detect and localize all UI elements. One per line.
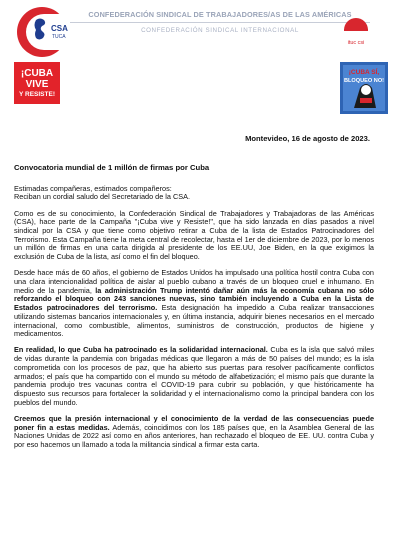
ituc-logo — [336, 4, 376, 54]
paragraph-2 — [14, 269, 374, 339]
paragraph-2-text-a: Desde hace más de 60 años, el gobierno de Estados Unidos ha impulsado una política hostil contra Cuba con una clara intencionalidad política de aislar al pueblo cubano a través de un bloqueo cruel e inhumano. En medio de la pandemia, — [14, 268, 374, 295]
paragraph-3-text: Cuba es la isla que salvó miles de vidas durante la pandemia con brigadas médicas que llegaron a más de 50 países del mundo; es la isla comprometida con los procesos de paz, que ha abierto sus puertas para resolver pacíficamente conflictos armados; el país que ha compartido con el mundo su método de alfabetización; el mismo país que durante la pandemia produjo tres vacunas contra el COVID-19 para cubrir su población, y que históricamente ha dispuesto sus recursos para fortalecer la solidaridad y el internacionalismo como la principal bandera con los pueblos del mundo. — [14, 345, 374, 407]
org-name: CONFEDERACIÓN SINDICAL DE TRABAJADORES/AS DE LAS AMÉRICAS — [88, 10, 352, 19]
greeting — [14, 185, 374, 202]
svg-text:¡CUBA SÍ,: ¡CUBA SÍ, — [348, 69, 380, 76]
cuba-vive-badge — [14, 62, 60, 104]
paragraph-2-text-c: Esta designación ha impedido a Cuba realizar transacciones utilizando sistemas bancarios internacionales y, en última instancia, adquirir bienes necesarios en el mercado internacional, como combustible, alimentos, suministros de construcción, productos de higiene y medicamentos. — [14, 303, 375, 339]
paragraph-4 — [14, 415, 374, 450]
paragraph-4-text: Además, coincidimos con los 185 países que, en la Asamblea General de las Naciones Unidas de 2022 así como en años anteriores, han rechazado el bloqueo de EE. UU. contra Cuba y por eso hacemos un llamado a toda la militancia sindical a firmar esta carta. — [14, 422, 374, 449]
paragraph-2-bold: la administración Trump intentó dañar aún más la economía cubana no sólo reforzando el bloqueo con 243 sanciones nuevas, sino también incluyendo a Cuba en la Lista de Estados patrocinadores del terrorismo. — [14, 285, 374, 313]
svg-text:BLOQUEO NO!: BLOQUEO NO! — [343, 78, 385, 84]
letter-body — [14, 164, 374, 457]
svg-text:TUCA: TUCA — [52, 34, 66, 40]
greeting-line-1: Estimadas compañeras, estimados compañeros: — [14, 183, 172, 193]
greeting-line-2: Reciban un cordial saludo del Secretariado de la CSA. — [14, 192, 191, 202]
paragraph-3 — [14, 346, 374, 407]
header-divider — [70, 22, 370, 23]
letter-date: Montevideo, 16 de agosto de 2023. — [245, 134, 370, 143]
letter-title: Convocatoria mundial de 1 millón de firmas por Cuba — [14, 163, 210, 172]
svg-text:CSA: CSA — [51, 24, 68, 33]
bloqueo-no-badge — [340, 62, 388, 114]
svg-text:¡CUBA: ¡CUBA — [20, 68, 54, 79]
paragraph-1: Como es de su conocimiento, la Confederación Sindical de Trabajadores y Trabajadoras de las Américas (CSA), hace parte de la Campaña "¡Cuba vive y Resiste!", que ha sido lanzada en días pasados a nivel sindical por la CSA y que tiene como objetivo retirar a Cuba de la lista de Estados Patrocinadores del Terrorismo. Esta Campaña tiene la meta central de recolectar, hasta el 1er de diciembre de 2023, por lo menos un millón de firmas en una carta dirigida al presidente de los EE.UU, Joe Biden, en la que exigimos la exclusión de Cuba de la lista, así como el fin del bloqueo. — [14, 208, 374, 262]
svg-text:Y RESISTE!: Y RESISTE! — [18, 91, 56, 98]
letterhead — [0, 0, 400, 60]
org-subtitle: CONFEDERACIÓN SINDICAL INTERNACIONAL — [141, 27, 299, 34]
paragraph-4-bold: Creemos que la presión internacional y el conocimiento de la verdad de las consecuencias puede poner fin a estas medidas. — [14, 413, 374, 432]
svg-text:ituc csi: ituc csi — [347, 40, 365, 46]
paragraph-3-bold: En realidad, lo que Cuba ha patrocinado es la solidaridad internacional. — [14, 345, 268, 355]
svg-text:VIVE: VIVE — [25, 79, 49, 90]
csa-logo — [14, 4, 70, 60]
